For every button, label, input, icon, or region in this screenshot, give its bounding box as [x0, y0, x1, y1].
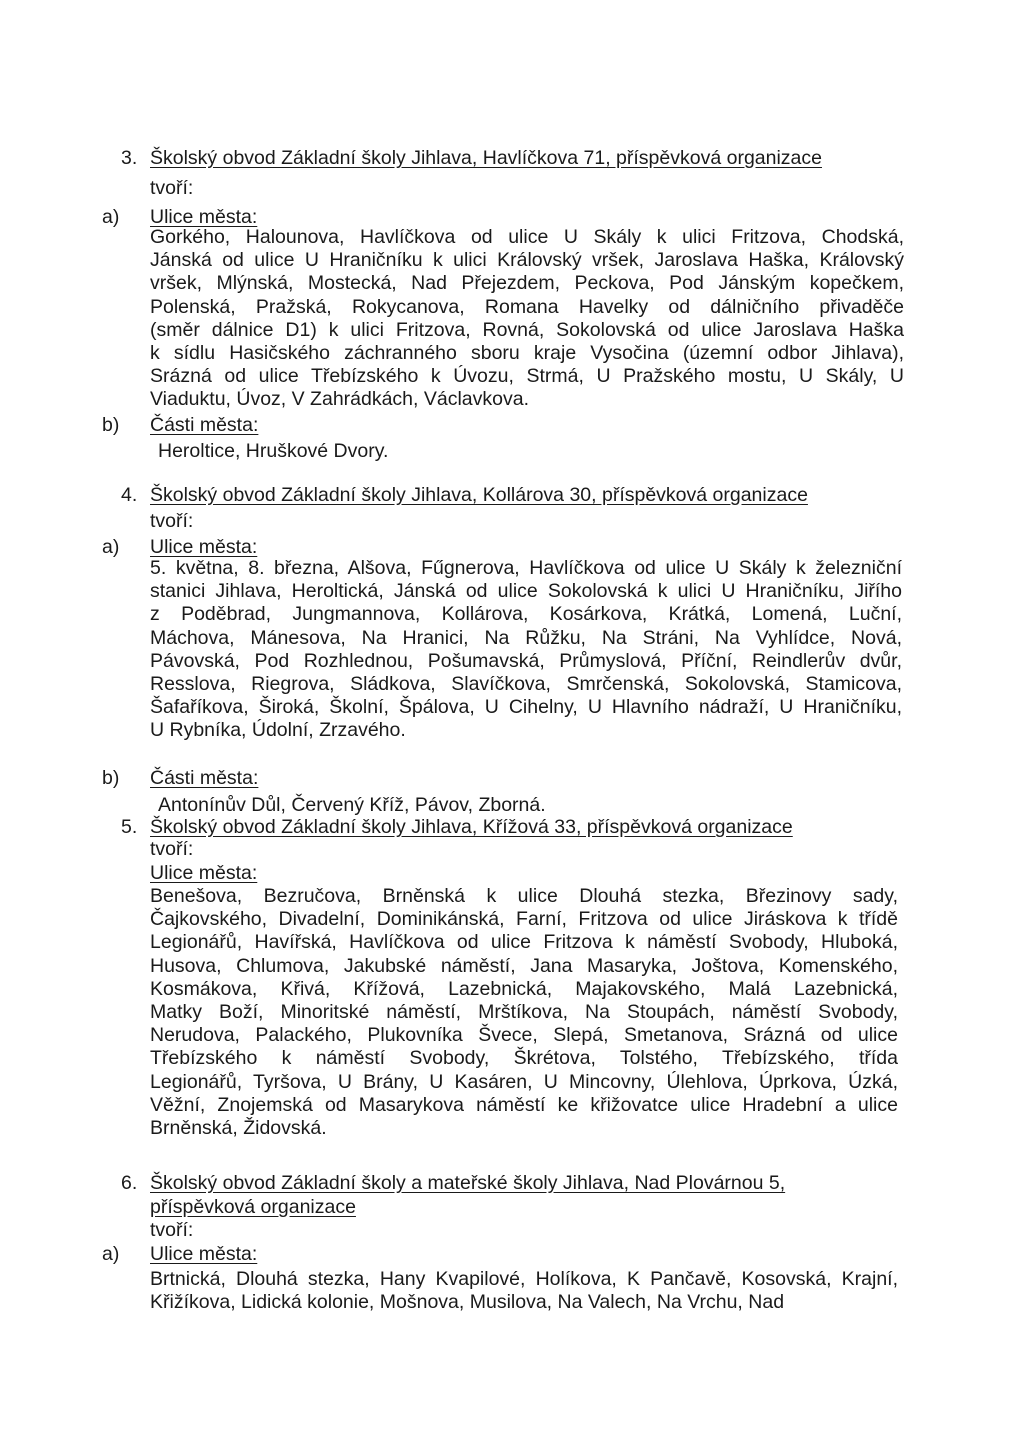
streets-label: Ulice města:	[150, 536, 258, 558]
section-heading-continued: příspěvková organizace	[150, 1196, 356, 1218]
text-line: Benešova, Bezručova, Brněnská k ulice Dlouhá stezka, Březinovy sady,	[150, 885, 898, 907]
section-heading: Školský obvod Základní školy Jihlava, Havlíčkova 71, příspěvková organizace	[150, 147, 822, 169]
section-heading: Školský obvod Základní školy Jihlava, Kollárova 30, příspěvková organizace	[150, 484, 808, 506]
text-line: Viaduktu, Úvoz, V Zahrádkách, Václavkova.	[150, 388, 530, 411]
text-line: Čajkovského, Divadelní, Dominikánská, Farní, Fritzova od ulice Jiráskova k třídě	[150, 908, 898, 931]
section-number: 4.	[121, 484, 138, 506]
districts-text: Antonínův Důl, Červený Kříž, Pávov, Zborná.	[158, 794, 546, 816]
section-number: 3.	[121, 147, 138, 169]
districts-text: Heroltice, Hruškové Dvory.	[158, 440, 389, 462]
text-line: U Rybníka, Údolní, Zrzavého.	[150, 719, 406, 742]
text-line: Matky Boží, Minoritské náměstí, Mrštíkova, Na Stoupách, náměstí Svobody,	[150, 1001, 898, 1024]
text-line: (směr dálnice D1) k ulici Fritzova, Rovná, Sokolovská od ulice Jaroslava Haška	[150, 318, 904, 341]
text-line: z Poděbrad, Jungmannova, Kollárova, Kosárkova, Krátká, Lomená, Luční,	[150, 603, 902, 626]
text-line: Husova, Chlumova, Jakubské náměstí, Jana Masaryka, Joštova, Komenského,	[150, 954, 898, 977]
text-line: k sídlu Hasičského záchranného sboru kraje Vysočina (územní odbor Jihlava),	[150, 342, 904, 365]
list-marker-a: a)	[102, 206, 120, 228]
text-line: vršek, Mlýnská, Mostecká, Nad Přejezdem, Peckova, Pod Jánským kopečkem,	[150, 272, 904, 295]
text-line: Kosmákova, Křivá, Křížová, Lazebnická, Majakovského, Malá Lazebnická,	[150, 977, 898, 1000]
text-line: Třebízského k náměstí Svobody, Škrétova, Tolstého, Třebízského, třída	[150, 1047, 898, 1070]
text-line: Resslova, Riegrova, Sládkova, Slavíčkova, Smrčenská, Sokolovská, Stamicova,	[150, 673, 902, 696]
streets-paragraph	[150, 226, 904, 412]
text-line: 5. května, 8. března, Alšova, Fűgnerova, Havlíčkova od ulice U Skály k železniční	[150, 557, 902, 579]
text-line: Brtnická, Dlouhá stezka, Hany Kvapilové, Holíkova, K Pančavě, Kosovská, Krajní,	[150, 1268, 898, 1290]
text-line: Nerudova, Palackého, Plukovníka Švece, Slepá, Smetanova, Srázná od ulice	[150, 1024, 898, 1047]
text-line: Věžní, Znojemská od Masarykova náměstí ke křižovatce ulice Hradební a ulice	[150, 1093, 898, 1116]
text-line: Srázná od ulice Třebízského k Úvozu, Strmá, U Pražského mostu, U Skály, U	[150, 365, 904, 388]
streets-paragraph	[150, 1268, 898, 1314]
section-heading: Školský obvod Základní školy Jihlava, Křížová 33, příspěvková organizace	[150, 816, 793, 838]
streets-paragraph	[150, 557, 902, 743]
tvori-label: tvoří:	[150, 177, 194, 199]
text-line: Křižíkova, Lidická kolonie, Mošnova, Musilova, Na Valech, Na Vrchu, Nad	[150, 1291, 785, 1314]
text-line: Máchova, Mánesova, Na Hranici, Na Růžku, Na Stráni, Na Vyhlídce, Nová,	[150, 626, 902, 649]
tvori-label: tvoří:	[150, 510, 194, 532]
text-line: Jánská od ulice U Hraničníku k ulici Královský vršek, Jaroslava Haška, Královský	[150, 249, 904, 272]
list-marker-b: b)	[102, 414, 120, 436]
text-line: Šafaříkova, Široká, Školní, Špálova, U Cihelny, U Hlavního nádraží, U Hraničníku,	[150, 696, 902, 719]
streets-label: Ulice města:	[150, 1243, 258, 1265]
streets-paragraph	[150, 885, 898, 1140]
districts-label: Části města:	[150, 414, 259, 436]
districts-label: Části města:	[150, 767, 259, 789]
tvori-label: tvoří:	[150, 838, 194, 860]
text-line: Brněnská, Židovská.	[150, 1117, 327, 1140]
list-marker-b: b)	[102, 767, 120, 789]
section-heading: Školský obvod Základní školy a mateřské školy Jihlava, Nad Plovárnou 5,	[150, 1172, 786, 1194]
text-line: Legionářů, Tyršova, U Brány, U Kasáren, U Mincovny, Úlehlova, Úprkova, Úzká,	[150, 1070, 898, 1093]
streets-label: Ulice města:	[150, 206, 258, 228]
text-line: Polenská, Pražská, Rokycanova, Romana Havelky od dálničního přivaděče	[150, 295, 904, 318]
text-line: Legionářů, Havířská, Havlíčkova od ulice Fritzova k náměstí Svobody, Hluboká,	[150, 931, 898, 954]
text-line: Pávovská, Pod Rozhlednou, Pošumavská, Průmyslová, Příční, Reindlerův dvůr,	[150, 649, 902, 672]
section-number: 5.	[121, 816, 138, 838]
streets-label: Ulice města:	[150, 862, 258, 884]
text-line: Gorkého, Halounova, Havlíčkova od ulice U Skály k ulici Fritzova, Chodská,	[150, 226, 904, 248]
text-line: stanici Jihlava, Heroltická, Jánská od ulice Sokolovská k ulici U Hraničníku, Jiřího	[150, 580, 902, 603]
section-number: 6.	[121, 1172, 138, 1194]
tvori-label: tvoří:	[150, 1219, 194, 1241]
list-marker-a: a)	[102, 536, 120, 558]
list-marker-a: a)	[102, 1243, 120, 1265]
